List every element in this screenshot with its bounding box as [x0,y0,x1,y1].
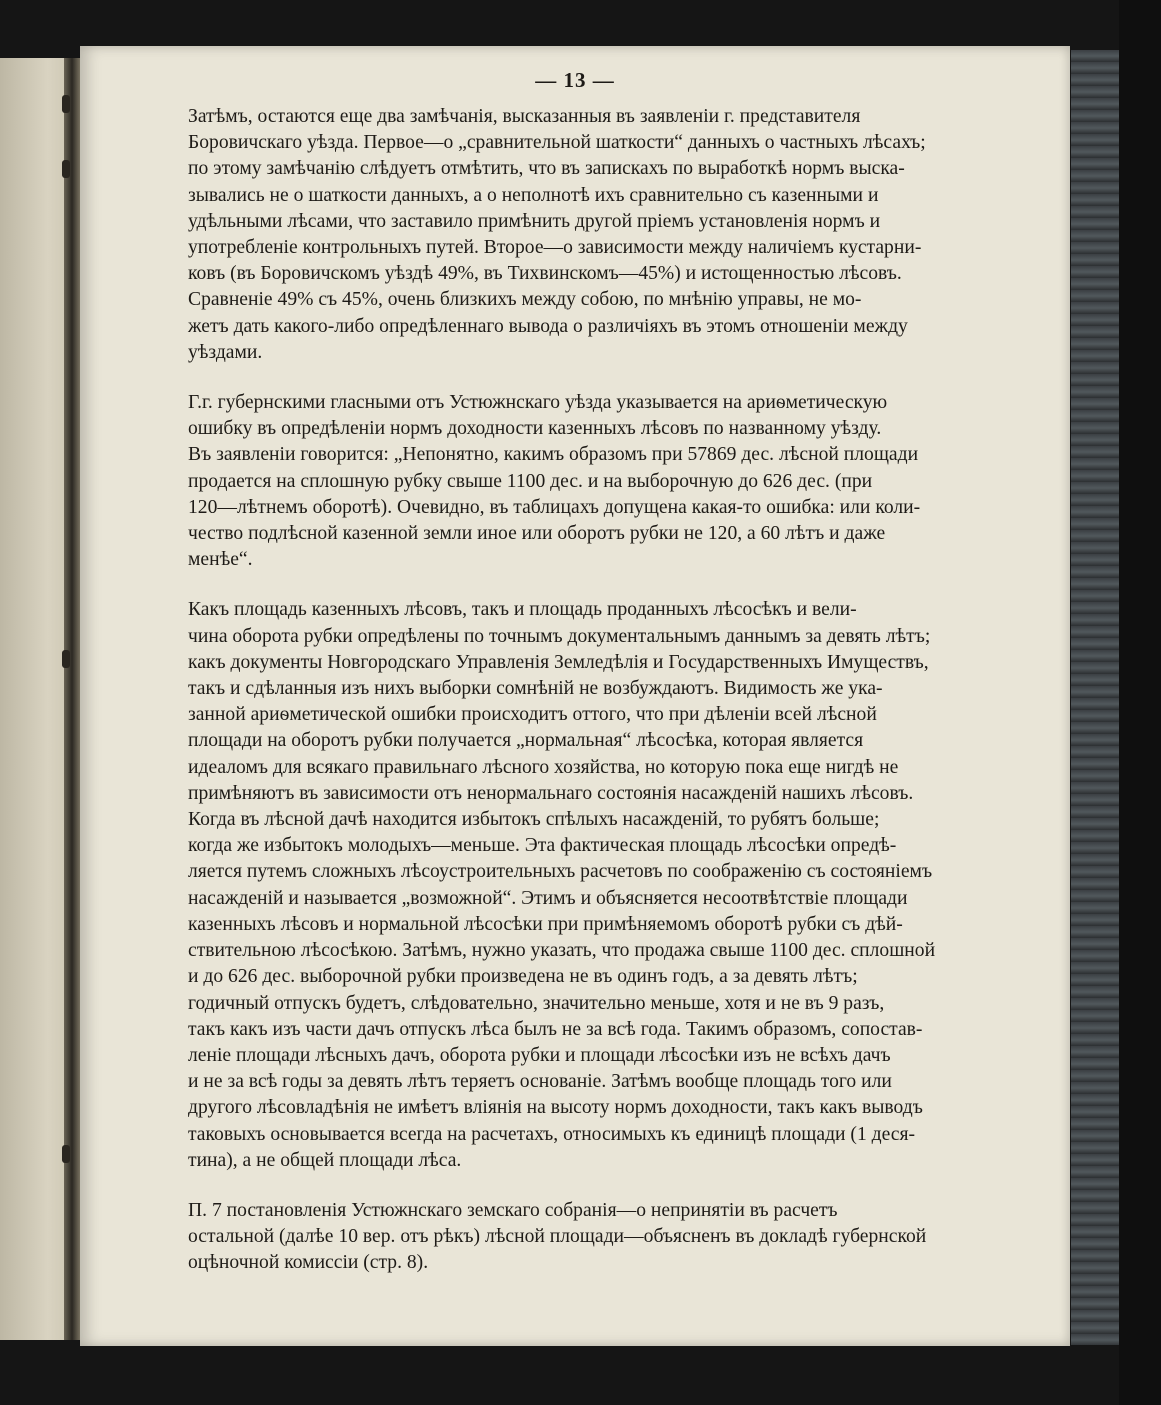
text-line: годичный отпускъ будетъ, слѣдовательно, значительно меньше, хотя и не въ 9 разъ, [188,992,885,1014]
text-line: жетъ дать какого-либо опредѣленнаго вывода о различіяхъ въ этомъ отношеніи между [188,315,908,337]
text-line: уѣздами. [188,341,263,363]
text-line: когда же избытокъ молодыхъ—меньше. Эта фактическая площадь лѣсосѣки опредѣ- [188,835,897,857]
paragraph [150,390,1036,573]
text-line: 120—лѣтнемъ оборотѣ). Очевидно, въ таблицахъ допущена какая-то ошибка: или коли- [188,496,921,518]
text-line: ствительною лѣсосѣкою. Затѣмъ, нужно указать, что продажа свыше 1100 дес. сплошной [188,940,936,962]
text-line: чество подлѣсной казенной земли иное или оборотъ рубки не 120, а 60 лѣтъ и даже [188,523,886,545]
text-line: Какъ площадь казенныхъ лѣсовъ, такъ и площадь проданныхъ лѣсосѣкъ и вели- [188,599,857,621]
text-line: Сравненіе 49% съ 45%, очень близкихъ между собою, по мнѣнію управы, не мо- [188,289,862,311]
text-line: ляется путемъ сложныхъ лѣсоустроительныхъ расчетовъ по соображенію съ состояніемъ [188,861,933,883]
text-line: занной ариѳметической ошибки происходитъ оттого, что при дѣленіи всей лѣсной [188,704,877,726]
body-text [150,104,1036,1301]
text-line: какъ документы Новгородскаго Управленія Земледѣлія и Государственныхъ Имуществъ, [188,651,929,673]
binding-stitch [62,1145,70,1163]
text-line: и не за всѣ годы за девять лѣтъ теряетъ основаніе. Затѣмъ вообще площадь того или [188,1071,892,1093]
text-line: ковъ (въ Боровичскомъ уѣздѣ 49%, въ Тихвинскомъ—45%) и истощенностью лѣсовъ. [188,263,902,285]
text-line: площади на оборотъ рубки получается „нормальная“ лѣсосѣка, которая является [188,730,864,752]
text-line: насажденій и называется „возможной“. Этимъ и объясняется несоотвѣтствіе площади [188,887,908,909]
binding-stitch [62,95,70,113]
binding-stitch [62,650,70,668]
paragraph [150,104,1036,366]
text-line: Затѣмъ, остаются еще два замѣчанія, высказанныя въ заявленіи г. представителя [188,106,861,127]
text-line: Въ заявленіи говорится: „Непонятно, какимъ образомъ при 57869 дес. лѣсной площади [188,444,919,466]
text-line: Когда въ лѣсной дачѣ находится избытокъ спѣлыхъ насажденій, то рубятъ больше; [188,809,880,831]
text-line: казенныхъ лѣсовъ и нормальной лѣсосѣки при примѣняемомъ оборотѣ рубки съ дѣй- [188,913,903,935]
text-line: по этому замѣчанію слѣдуетъ отмѣтить, что въ запискахъ по выработкѣ нормъ выска- [188,158,905,180]
text-line: ошибку въ опредѣленіи нормъ доходности казенныхъ лѣсовъ по названному уѣзду. [188,418,882,440]
text-line: продается на сплошную рубку свыше 1100 дес. и на выборочную до 626 дес. (при [188,470,873,492]
text-line: такъ какъ изъ части дачъ отпускъ лѣса былъ не за всѣ года. Такимъ образомъ, сопостав- [188,1018,923,1040]
text-line: примѣняютъ въ зависимости отъ ненормальнаго состоянія насажденій нашихъ лѣсовъ. [188,782,914,804]
scan-background [1119,0,1161,1405]
text-line: тина), а не общей площади лѣса. [188,1149,462,1171]
document-page [80,46,1070,1346]
text-line: чина оборота рубки опредѣлены по точнымъ документальнымъ даннымъ за девять лѣтъ; [188,625,931,647]
book-cover-edge [1071,50,1121,1345]
text-line: зывались не о шаткости данныхъ, а о неполнотѣ ихъ сравнительно съ казенными и [188,184,879,206]
binding-stitch [62,160,70,178]
text-line: другого лѣсовладѣнія не имѣетъ вліянія на высоту нормъ доходности, такъ какъ выводъ [188,1097,923,1119]
text-line: удѣльными лѣсами, что заставило примѣнить другой пріемъ установленія нормъ и [188,210,881,232]
text-line: таковыхъ основывается всегда на расчетахъ, относимыхъ къ единицѣ площади (1 деся- [188,1123,916,1145]
text-line: идеаломъ для всякаго правильнаго лѣсного хозяйства, но которую пока еще нигдѣ не [188,756,899,778]
text-line: леніе площади лѣсныхъ дачъ, оборота рубки и площади лѣсосѣки изъ не всѣхъ дачъ [188,1044,891,1066]
text-line: оцѣночной комиссіи (стр. 8). [188,1252,429,1274]
paragraph [150,1198,1036,1277]
text-line: употребленіе контрольныхъ путей. Второе—о зависимости между наличіемъ кустарни- [188,237,922,259]
text-line: и до 626 дес. выборочной рубки произведена не въ одинъ годъ, а за девять лѣтъ; [188,966,858,988]
paragraph [150,597,1036,1173]
text-line: Боровичскаго уѣзда. Первое—о „сравнительной шаткости“ данныхъ о частныхъ лѣсахъ; [188,132,926,154]
page-number: — 13 — [535,68,615,92]
text-line: П. 7 постановленія Устюжнскаго земскаго собранія—о непринятіи въ расчетъ [188,1199,838,1221]
text-line: такъ и сдѣланныя изъ нихъ выборки сомнѣній не возбуждаютъ. Видимость же ука- [188,678,883,700]
text-line: менѣе“. [188,549,253,571]
text-line: остальной (далѣе 10 вер. отъ рѣкъ) лѣсной площади—объясненъ въ докладѣ губернской [188,1226,927,1248]
text-line: Г.г. губернскими гласными отъ Устюжнскаго уѣзда указывается на ариѳметическую [188,392,888,414]
